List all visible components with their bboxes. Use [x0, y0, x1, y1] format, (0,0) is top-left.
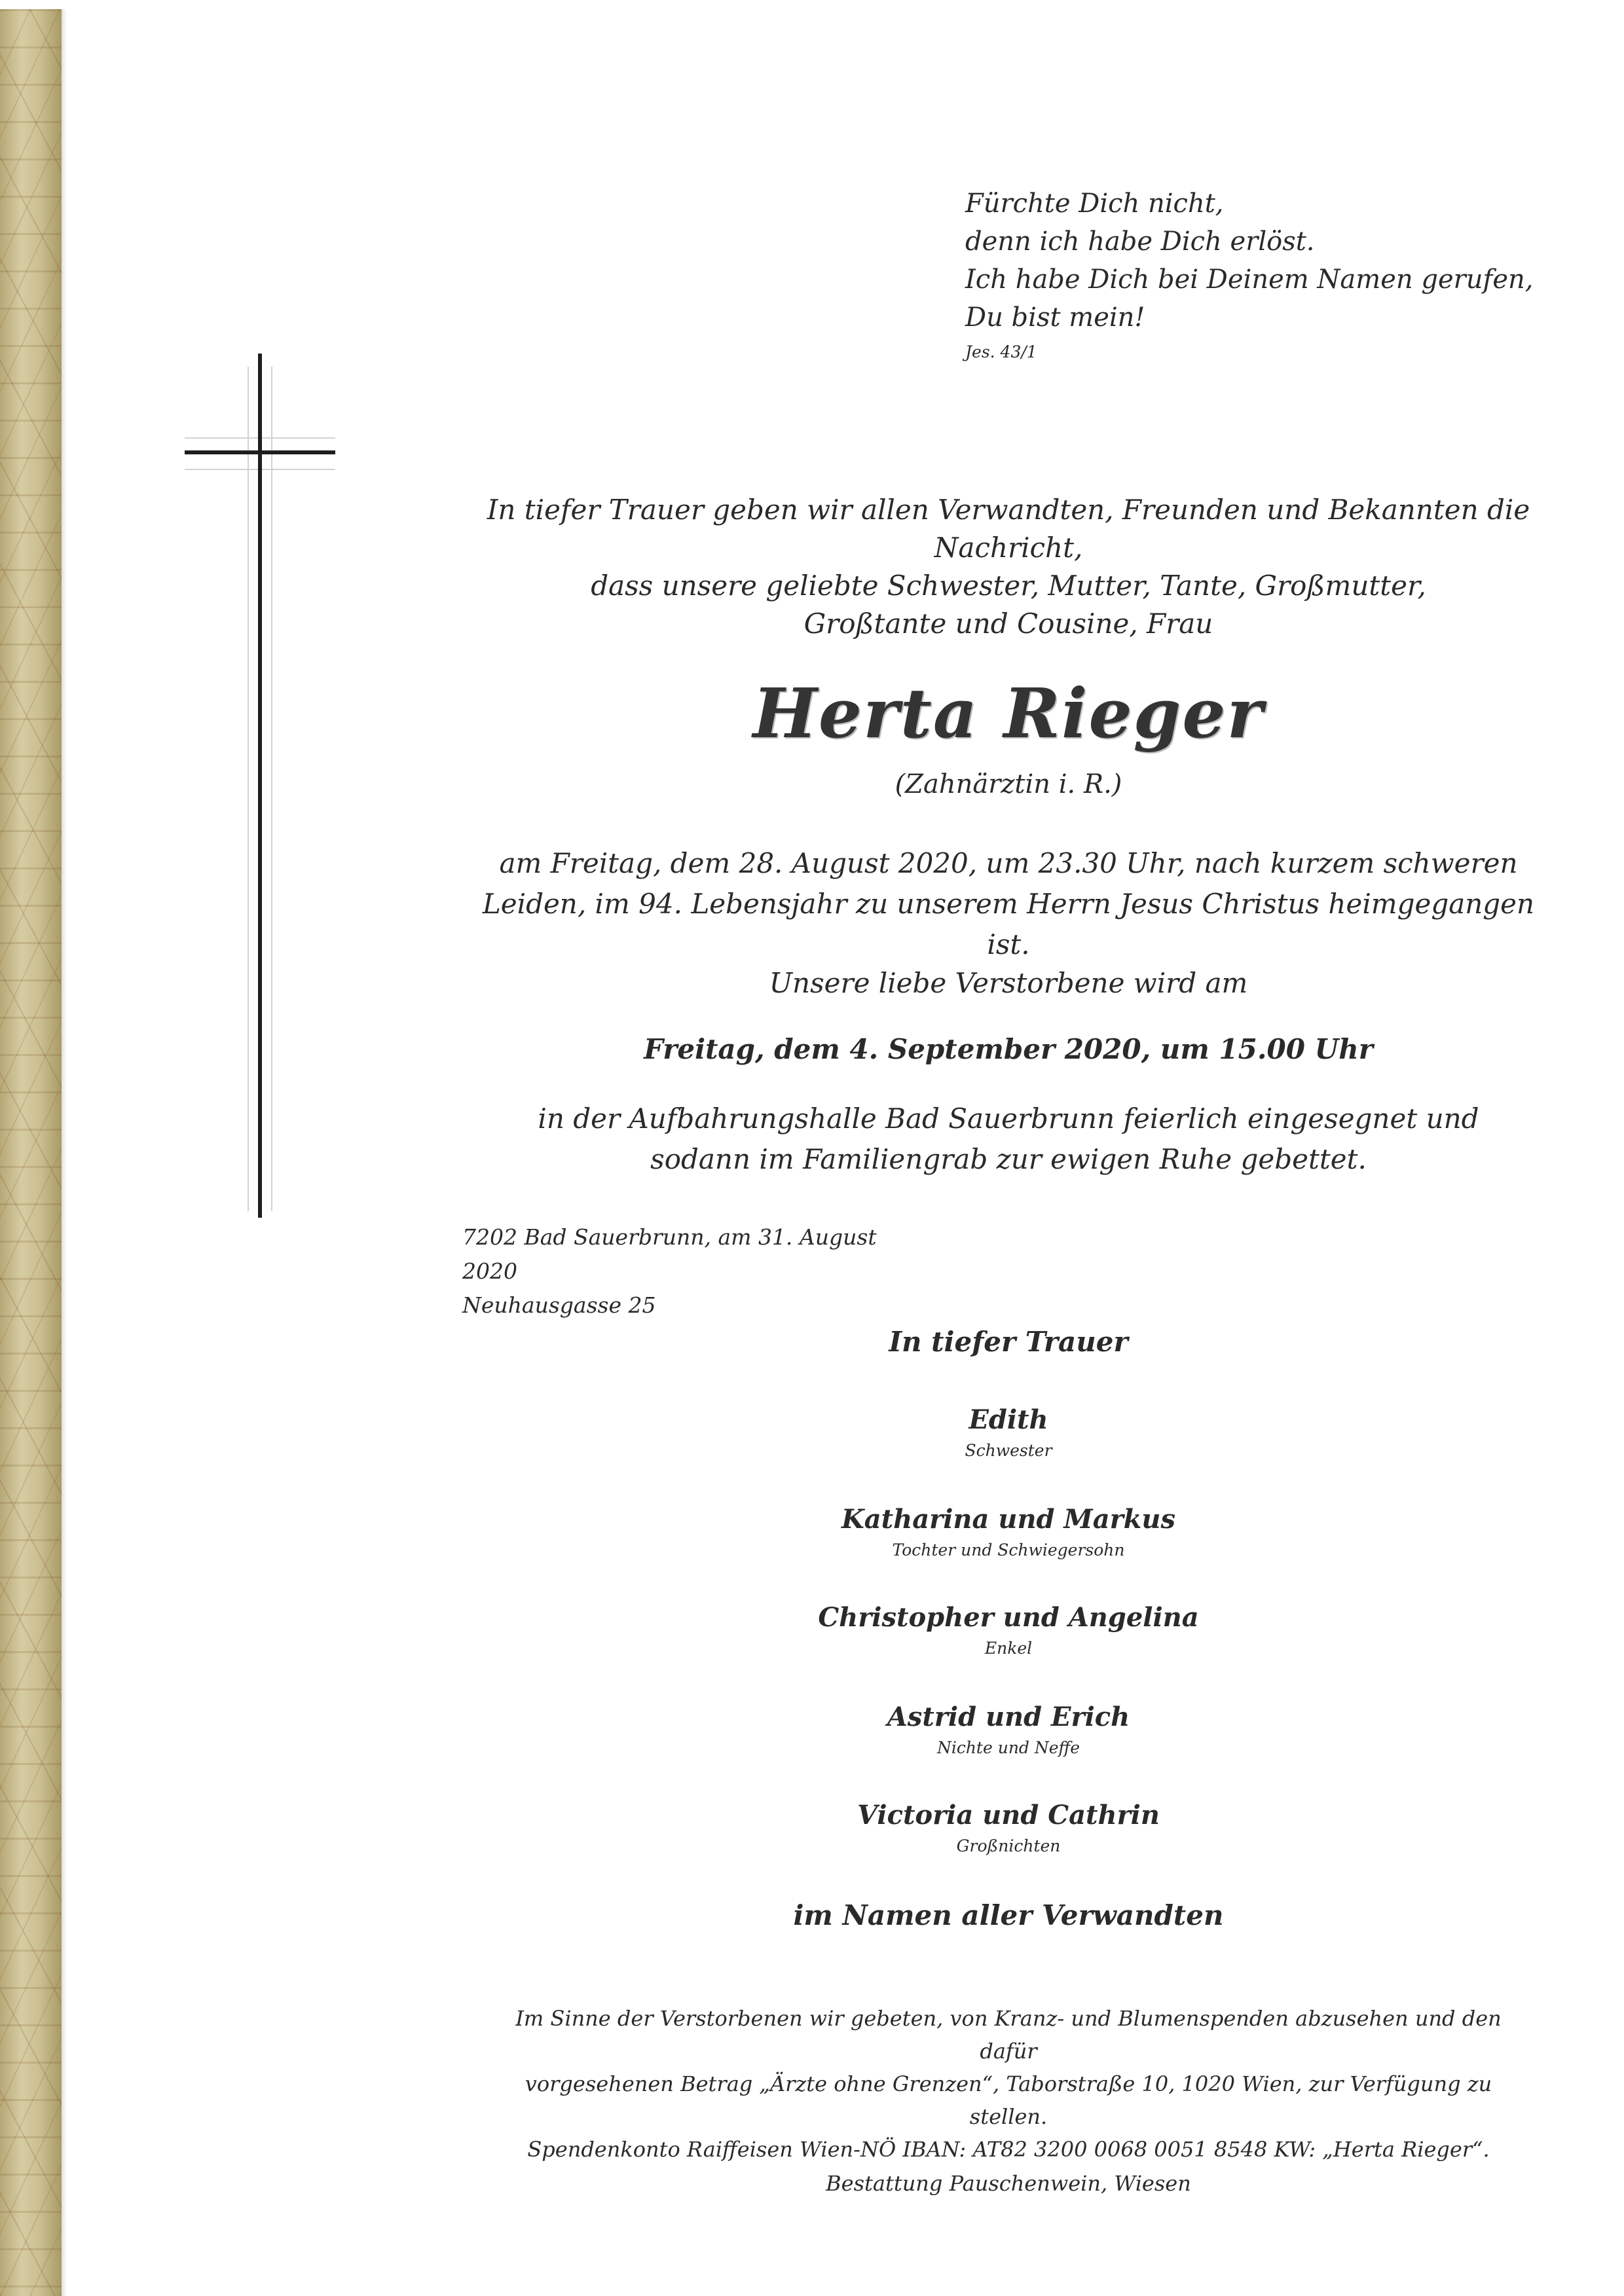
donation-line: Spendenkonto Raiffeisen Wien-NÖ IBAN: AT82 3200 0068 0051 8548 KW: „Herta Rieger“. [527, 2137, 1490, 2162]
donation-notice [498, 2002, 1519, 2166]
mourner-name: Edith [969, 1404, 1048, 1435]
intro-line: In tiefer Trauer geben wir allen Verwandten, Freunden und Bekannten die Nachricht, [487, 494, 1530, 564]
cross-shade-line [248, 367, 249, 1211]
donation-line: Im Sinne der Verstorbenen wir gebeten, von Kranz- und Blumenspenden abzusehen und den dafür [515, 2006, 1502, 2064]
verse-line: denn ich habe Dich erlöst. [965, 227, 1315, 257]
mourner-name: Victoria und Cathrin [857, 1800, 1160, 1831]
funeral-place [458, 1099, 1559, 1180]
mourner-relation: Tochter und Schwiegersohn [892, 1540, 1125, 1559]
death-line: am Freitag, dem 28. August 2020, um 23.30 Uhr, nach kurzem schweren [499, 847, 1518, 879]
announcement-intro [458, 491, 1559, 643]
death-notice [458, 843, 1559, 965]
address-line: Neuhausgasse 25 [462, 1292, 656, 1318]
mourners-footer: im Namen aller Verwandten [793, 1899, 1224, 1931]
funeral-date: Freitag, dem 4. September 2020, um 15.00 Uhr [644, 1033, 1373, 1065]
mourner-relation: Großnichten [956, 1836, 1061, 1855]
mourner-relation: Nichte und Neffe [936, 1738, 1080, 1757]
mourner-entry [688, 1501, 1329, 1562]
donation-line: vorgesehenen Betrag „Ärzte ohne Grenzen“, Taborstraße 10, 1020 Wien, zur Verfügung zu stellen. [525, 2071, 1492, 2129]
mourner-entry [688, 1796, 1329, 1858]
gold-marble-border [0, 9, 62, 2296]
deceased-title: (Zahnärztin i. R.) [895, 769, 1122, 799]
mourner-name: Christopher und Angelina [818, 1602, 1199, 1633]
mourner-name: Astrid und Erich [887, 1702, 1130, 1732]
funeral-place-line: sodann im Familiengrab zur ewigen Ruhe gebettet. [650, 1143, 1367, 1175]
death-line: Leiden, im 94. Lebensjahr zu unserem Herrn Jesus Christus heimgegangen ist. [482, 888, 1535, 960]
mourners-heading: In tiefer Trauer [889, 1326, 1128, 1358]
intro-line: Großtante und Cousine, Frau [803, 608, 1213, 640]
intro-line: dass unsere geliebte Schwester, Mutter, Tante, Großmutter, [591, 570, 1426, 602]
mourner-entry [688, 1698, 1329, 1760]
sender-address [462, 1220, 921, 1322]
cross-vertical-beam [258, 354, 262, 1218]
address-line: 7202 Bad Sauerbrunn, am 31. August 2020 [462, 1224, 877, 1284]
verse-reference: Jes. 43/1 [965, 342, 1037, 361]
undertaker: Bestattung Pauschenwein, Wiesen [826, 2171, 1191, 2196]
mourner-name: Katharina und Markus [841, 1504, 1175, 1535]
border-shadow [62, 9, 67, 2296]
verse-line: Du bist mein! [965, 302, 1145, 333]
mourner-relation: Enkel [984, 1639, 1033, 1658]
mourner-entry [688, 1599, 1329, 1660]
bible-verse [965, 185, 1555, 365]
deceased-name: Herta Rieger [752, 673, 1264, 754]
cross-shade-line [271, 367, 272, 1211]
funeral-place-line: in der Aufbahrungshalle Bad Sauerbrunn feierlich eingesegnet und [538, 1102, 1479, 1135]
cross-horizontal-beam [185, 450, 335, 454]
mourner-entry [688, 1401, 1329, 1463]
verse-line: Ich habe Dich bei Deinem Namen gerufen, [965, 264, 1534, 295]
funeral-intro: Unsere liebe Verstorbene wird am [769, 967, 1248, 999]
verse-line: Fürchte Dich nicht, [965, 189, 1224, 219]
mourner-relation: Schwester [965, 1441, 1052, 1460]
